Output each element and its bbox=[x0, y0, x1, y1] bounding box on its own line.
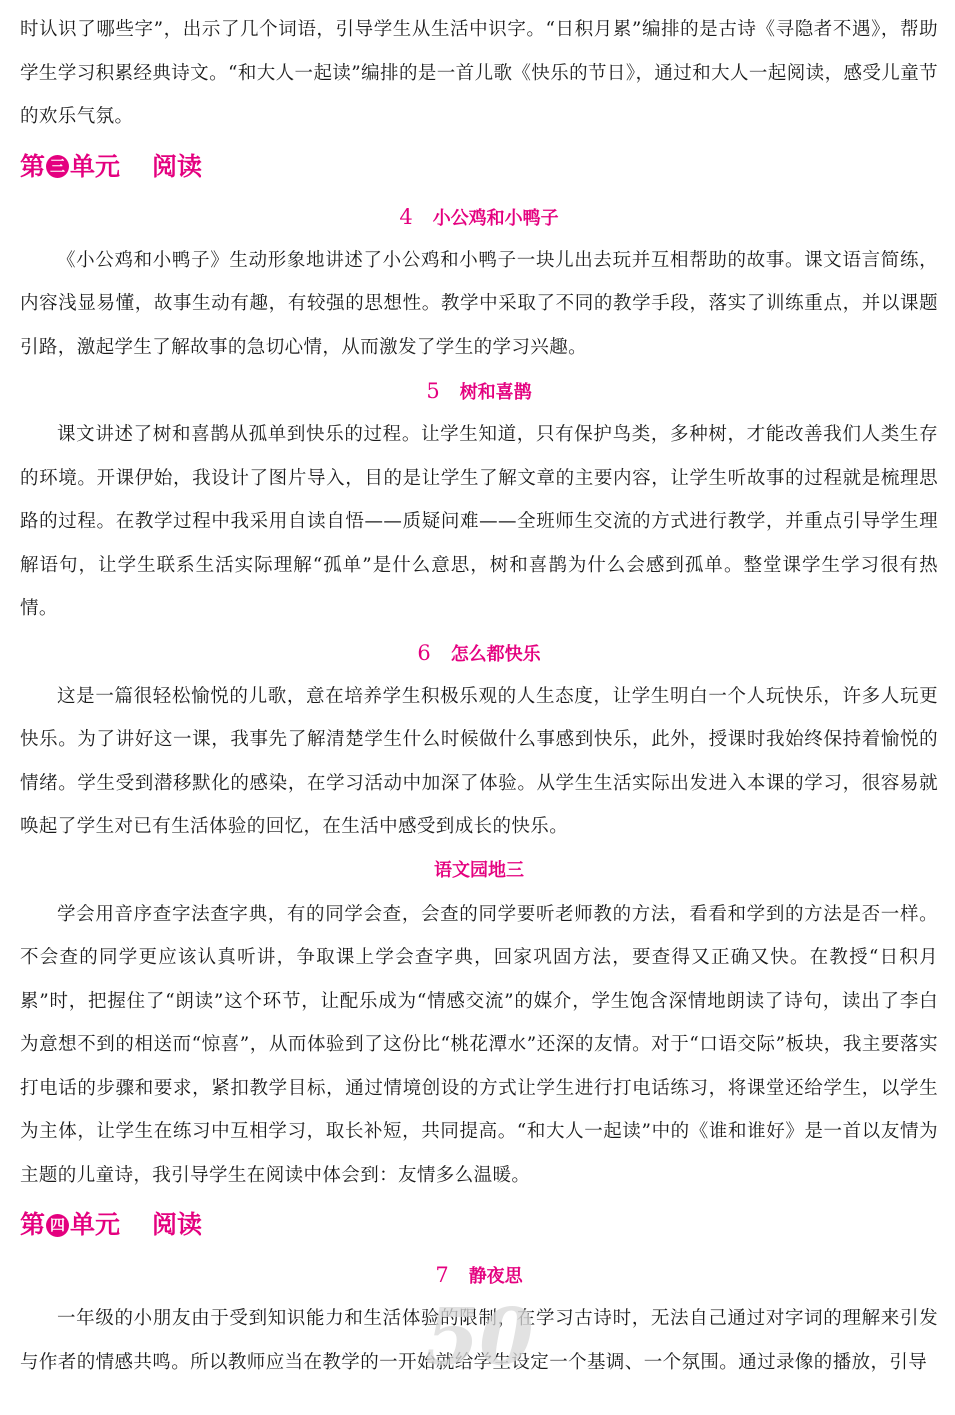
lesson-4-heading bbox=[20, 195, 938, 239]
unit-3-heading bbox=[20, 139, 938, 195]
lesson-4-paragraph: 《小公鸡和小鸭子》生动形象地讲述了小公鸡和小鸭子一块儿出去玩并互相帮助的故事。课文语言简练，内容浅显易懂，故事生动有趣，有较强的思想性。教学中采取了不同的教学手段，落实了训练重点，并以课题引路，激起学生了解故事的急切心情，从而激发了学生的学习兴趣。 bbox=[20, 249, 938, 358]
intro-paragraph: 时认识了哪些字”，出示了几个词语，引导学生从生活中识字。“日积月累”编排的是古诗《寻隐者不遇》，帮助学生学习积累经典诗文。“和大人一起读”编排的是一首儿歌《快乐的节日》，通过和大人一起阅读，感受儿童节的欢乐气氛。 bbox=[20, 19, 938, 127]
unit-section: 阅读 bbox=[152, 1210, 203, 1239]
garden-heading bbox=[20, 849, 938, 893]
unit-prefix: 第 bbox=[20, 151, 46, 181]
lesson-5-heading bbox=[20, 369, 938, 413]
unit-section: 阅读 bbox=[152, 151, 203, 181]
lesson-6-paragraph: 这是一篇很轻松愉悦的儿歌，意在培养学生积极乐观的人生态度，让学生明白一个人玩快乐，许多人玩更快乐。为了讲好这一课，我事先了解清楚学生什么时候做什么事感到快乐，此外，授课时我始终保持着愉悦的情绪。学生受到潜移默化的感染，在学习活动中加深了体验。从学生生活实际出发进入本课的学习，很容易就唤起了学生对已有生活体验的回忆，在生活中感受到成长的快乐。 bbox=[20, 685, 938, 837]
lesson-7-heading bbox=[20, 1253, 938, 1297]
document-page bbox=[20, 8, 938, 1384]
garden-title: 语文园地三 bbox=[434, 859, 524, 881]
garden-paragraph: 学会用音序查字法查字典，有的同学会查，会查的同学要听老师教的方法，看看和学到的方法是否一样。不会查的同学更应该认真听讲，争取课上学会查字典，回家巩固方法，要查得又正确又快。在教授“日积月累”时，把握住了“朗读”这个环节，让配乐成为“情感交流”的媒介，学生饱含深情地朗读了诗句，读出了李白为意想不到的相送而“惊喜”，从而体验到了这份比“桃花潭水”还深的友情。对于“口语交际”板块，我主要落实打电话的步骤和要求，紧扣教学目标，通过情境创设的方式让学生进行打电话练习，将课堂还给学生，以学生为主体，让学生在练习中互相学习，取长补短，共同提高。“和大人一起读”中的《谁和谁好》是一首以友情为主题的儿童诗，我引导学生在阅读中体会到：友情多么温暖。 bbox=[20, 903, 938, 1186]
lesson-number: 5 bbox=[426, 379, 440, 403]
lesson-number: 6 bbox=[417, 640, 431, 665]
lesson-6-heading bbox=[20, 631, 938, 675]
lesson-number: 7 bbox=[435, 1263, 449, 1287]
unit-number-badge: 三 bbox=[46, 155, 69, 178]
unit-number-badge: 四 bbox=[46, 1214, 69, 1237]
lesson-title: 怎么都快乐 bbox=[450, 643, 541, 665]
lesson-title: 静夜思 bbox=[468, 1266, 523, 1287]
unit-suffix: 单元 bbox=[70, 151, 121, 181]
unit-prefix: 第 bbox=[20, 1210, 46, 1239]
page-number: 50 bbox=[425, 1292, 534, 1383]
unit-4-heading bbox=[20, 1197, 938, 1253]
lesson-7-paragraph: 一年级的小朋友由于受到知识能力和生活体验的限制，在学习古诗时，无法自己通过对字词的理解来引发与作者的情感共鸣。所以教师应当在教学的一开始就给学生设定一个基调、一个氛围。通过录像的播放，引导 bbox=[20, 1308, 938, 1373]
lesson-title: 小公鸡和小鸭子 bbox=[432, 207, 559, 229]
lesson-5-paragraph: 课文讲述了树和喜鹊从孤单到快乐的过程。让学生知道，只有保护鸟类，多种树，才能改善我们人类生存的环境。开课伊始，我设计了图片导入，目的是让学生了解文章的主要内容，让学生听故事的过程就是梳理思路的过程。在教学过程中我采用自读自悟——质疑问难——全班师生交流的方式进行教学，并重点引导学生理解语句，让学生联系生活实际理解“孤单”是什么意思，树和喜鹊为什么会感到孤单。整堂课学生学习很有热情。 bbox=[20, 424, 938, 619]
unit-suffix: 单元 bbox=[70, 1210, 121, 1239]
lesson-title: 树和喜鹊 bbox=[459, 382, 532, 403]
lesson-number: 4 bbox=[399, 204, 413, 229]
